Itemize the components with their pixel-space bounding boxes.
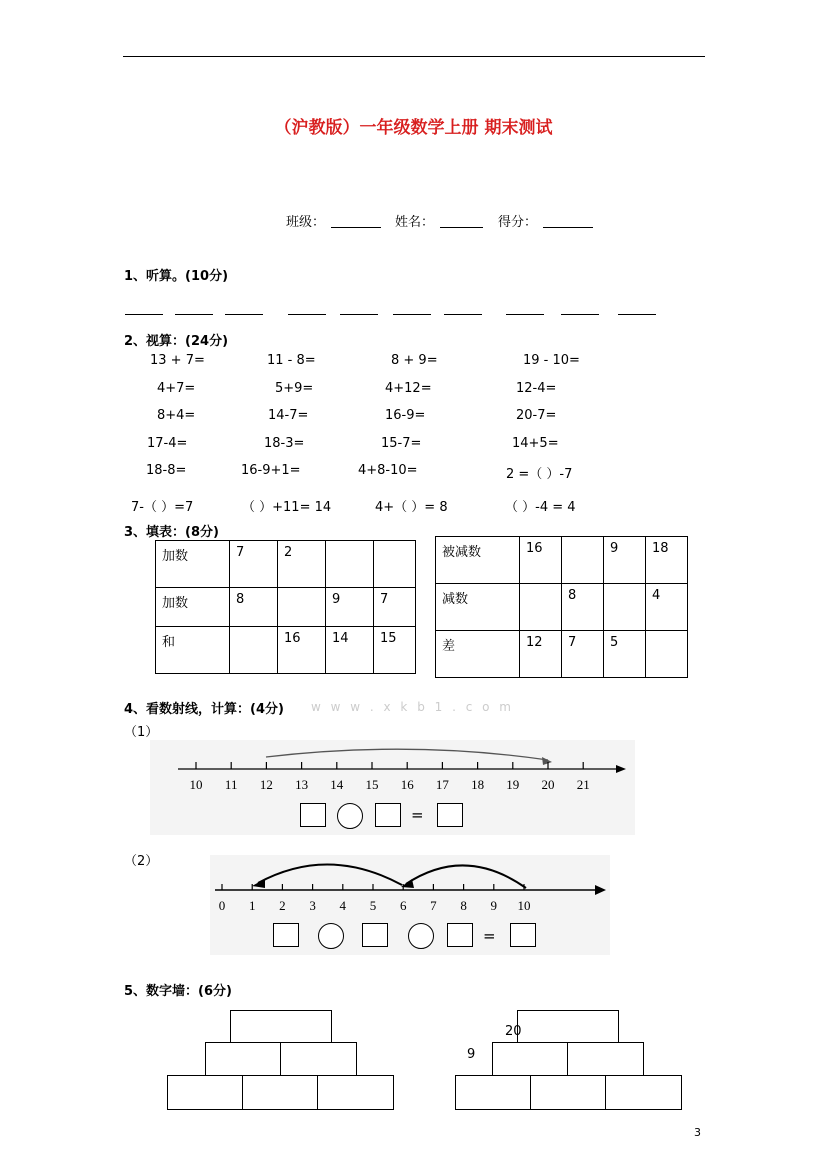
problem: 4+（ ）= 8 — [375, 500, 448, 515]
problem: 11 - 8= — [267, 353, 316, 368]
tick-label: 20 — [541, 777, 555, 792]
problem: 14+5= — [512, 436, 559, 451]
tick-label: 5 — [369, 898, 377, 913]
wall-brick[interactable] — [530, 1075, 607, 1110]
problem: 4+8-10= — [358, 463, 418, 478]
problem: 7-（ ）=7 — [131, 500, 194, 515]
name-blank[interactable] — [440, 227, 483, 228]
wall-brick[interactable] — [455, 1075, 532, 1110]
answer-blank[interactable] — [340, 314, 378, 315]
table-cell[interactable]: 7 — [230, 541, 278, 588]
table-cell[interactable] — [374, 541, 416, 588]
answer-box[interactable] — [510, 923, 536, 947]
tick-label: 0 — [218, 898, 226, 913]
score-blank[interactable] — [543, 227, 593, 228]
tick-label: 21 — [576, 777, 590, 792]
problem: 19 - 10= — [523, 353, 580, 368]
table-cell[interactable] — [326, 541, 374, 588]
tick-label: 18 — [471, 777, 485, 792]
answer-box[interactable] — [300, 803, 326, 827]
tick-label: 8 — [460, 898, 467, 913]
tick-label: 11 — [224, 777, 238, 792]
tick-label: 3 — [309, 898, 316, 913]
answer-box[interactable] — [273, 923, 299, 947]
tick-label: 9 — [490, 898, 498, 913]
tick-label: 19 — [506, 777, 520, 792]
problem: 16-9= — [385, 408, 426, 423]
tick-label: 1 — [248, 898, 256, 913]
table-cell[interactable]: 2 — [278, 541, 326, 588]
operator-circle[interactable] — [337, 803, 363, 829]
section-3-heading: 3、填表：(8分) — [124, 525, 219, 540]
addition-table — [155, 540, 416, 674]
answer-blank[interactable] — [288, 314, 326, 315]
tick-label: 13 — [295, 777, 309, 792]
tick-label: 12 — [259, 777, 273, 792]
table-cell: 和 — [156, 627, 230, 674]
problem: （ ）-4 = 4 — [505, 500, 576, 515]
answer-box[interactable] — [375, 803, 401, 827]
page-title: （沪教版）一年级数学上册 期末测试 — [274, 118, 553, 138]
wall-brick[interactable] — [492, 1042, 569, 1076]
table-cell: 差 — [436, 631, 520, 678]
wall-brick[interactable] — [567, 1042, 644, 1076]
part-2-label: （2） — [124, 854, 159, 869]
tick-label: 6 — [399, 898, 407, 913]
header-rule — [123, 56, 705, 57]
table-cell[interactable]: 18 — [646, 537, 688, 584]
tick-label: 10 — [189, 777, 203, 792]
problem: 8 + 9= — [391, 353, 438, 368]
problem: 2 =（ ）-7 — [506, 467, 573, 482]
wall-given-number: 9 — [467, 1047, 476, 1062]
answer-box[interactable] — [362, 923, 388, 947]
table-cell: 加数 — [156, 541, 230, 588]
answer-blank[interactable] — [225, 314, 263, 315]
wall-brick[interactable] — [317, 1075, 394, 1110]
answer-blank[interactable] — [506, 314, 544, 315]
tick-label: 7 — [430, 898, 437, 913]
wall-brick[interactable] — [242, 1075, 319, 1110]
answer-blank[interactable] — [618, 314, 656, 315]
equals-sign: = — [483, 927, 496, 945]
operator-circle[interactable] — [318, 923, 344, 949]
answer-blank[interactable] — [393, 314, 431, 315]
section-2-heading: 2、视算：(24分) — [124, 334, 229, 349]
table-cell[interactable]: 4 — [646, 584, 688, 631]
table-cell: 被减数 — [436, 537, 520, 584]
wall-brick[interactable] — [280, 1042, 357, 1076]
problem: 16-9+1= — [241, 463, 301, 478]
answer-blank[interactable] — [125, 314, 163, 315]
table-cell[interactable] — [520, 584, 562, 631]
tick-label: 14 — [330, 777, 344, 792]
table-cell[interactable] — [278, 588, 326, 627]
wall-brick[interactable] — [230, 1010, 332, 1044]
table-cell[interactable]: 15 — [374, 627, 416, 674]
page-number: 3 — [694, 1126, 701, 1139]
tick-label: 10 — [517, 898, 531, 913]
tick-label: 15 — [365, 777, 379, 792]
class-blank[interactable] — [331, 227, 381, 228]
problem: 17-4= — [147, 436, 188, 451]
problem: 12-4= — [516, 381, 557, 396]
section-4-heading: 4、看数射线，计算：(4分) — [124, 702, 284, 717]
table-cell[interactable] — [646, 631, 688, 678]
table-cell[interactable]: 7 — [562, 631, 604, 678]
answer-box[interactable] — [447, 923, 473, 947]
wall-brick[interactable] — [205, 1042, 282, 1076]
table-cell[interactable] — [230, 627, 278, 674]
problem: 4+7= — [157, 381, 196, 396]
watermark: w w w . x k b 1 . c o m — [311, 700, 514, 714]
problem: 18-8= — [146, 463, 187, 478]
wall-brick[interactable] — [605, 1075, 682, 1110]
table-cell[interactable]: 16 — [520, 537, 562, 584]
table-cell[interactable]: 9 — [326, 588, 374, 627]
score-label: 得分： — [498, 215, 538, 230]
subtraction-table — [435, 536, 688, 678]
table-cell: 加数 — [156, 588, 230, 627]
operator-circle[interactable] — [408, 923, 434, 949]
wall-given-number: 20 — [505, 1024, 522, 1039]
wall-brick[interactable] — [167, 1075, 244, 1110]
wall-brick[interactable] — [517, 1010, 619, 1044]
part-1-label: （1） — [124, 725, 159, 740]
problem: （ ）+11= 14 — [242, 500, 332, 515]
table-cell[interactable]: 16 — [278, 627, 326, 674]
table-cell[interactable]: 8 — [230, 588, 278, 627]
problem: 14-7= — [268, 408, 309, 423]
problem: 4+12= — [385, 381, 432, 396]
table-cell[interactable] — [604, 584, 646, 631]
class-label: 班级： — [286, 215, 326, 230]
problem: 20-7= — [516, 408, 557, 423]
section-1-heading: 1、听算。(10分) — [124, 269, 229, 284]
section-5-heading: 5、数字墙：(6分) — [124, 984, 232, 999]
table-cell: 减数 — [436, 584, 520, 631]
tick-label: 4 — [339, 898, 347, 913]
table-cell[interactable] — [562, 537, 604, 584]
tick-label: 2 — [279, 898, 286, 913]
answer-blank[interactable] — [561, 314, 599, 315]
problem: 5+9= — [275, 381, 314, 396]
problem: 18-3= — [264, 436, 305, 451]
answer-blank[interactable] — [175, 314, 213, 315]
table-cell[interactable]: 12 — [520, 631, 562, 678]
answer-blank[interactable] — [444, 314, 482, 315]
name-label: 姓名： — [395, 215, 435, 230]
tick-label: 16 — [400, 777, 414, 792]
equals-sign: = — [411, 806, 424, 824]
table-cell[interactable]: 14 — [326, 627, 374, 674]
tick-label: 17 — [435, 777, 449, 792]
problem: 15-7= — [381, 436, 422, 451]
table-cell[interactable]: 9 — [604, 537, 646, 584]
table-cell[interactable]: 7 — [374, 588, 416, 627]
answer-box[interactable] — [437, 803, 463, 827]
table-cell[interactable]: 5 — [604, 631, 646, 678]
table-cell[interactable]: 8 — [562, 584, 604, 631]
problem: 13 + 7= — [150, 353, 205, 368]
problem: 8+4= — [157, 408, 196, 423]
